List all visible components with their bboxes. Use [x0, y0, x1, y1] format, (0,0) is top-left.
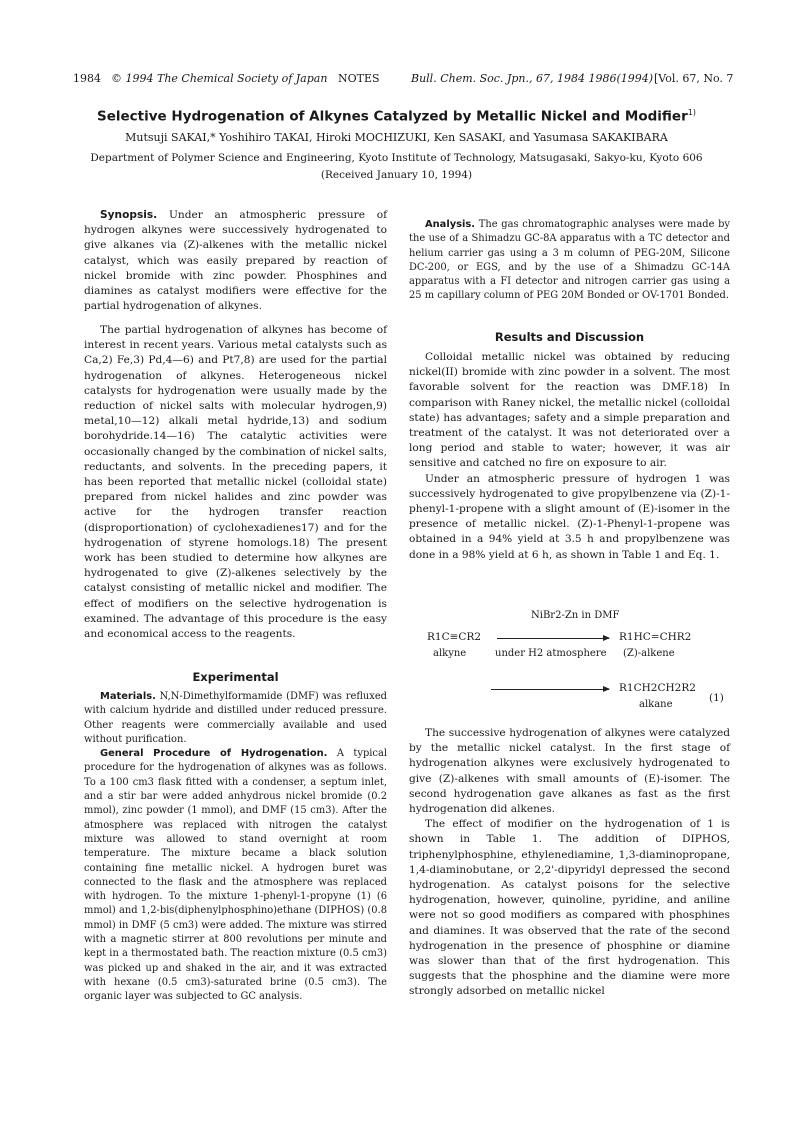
copyright-notice: © 1994 The Chemical Society of Japan	[111, 72, 328, 85]
affiliation-block	[60, 150, 733, 184]
page-number: 1984	[73, 72, 101, 85]
title-footnote-ref: 1)	[687, 108, 696, 117]
procedure-text: A typical procedure for the hydrogenation of alkynes was as follows. To a 100 cm3 flask fitted with a condenser, a septum inlet, and a stir bar were added anhydrous nickel bromide (0.2 mmol), zinc powder (1 mmol), and DMF (15 cm3). After the atmosphere was replaced with nitrogen the catalyst mixture was allowed to stand overnight at room temperature. The mixture became a black solution containing fine metallic nickel. A hydrogen buret was connected to the flask and the atmosphere was replaced with hydrogen. To the mixture 1-phenyl-1-propyne (1) (6 mmol) and 1,2-bis(diphenylphosphino)ethane (DIPHOS) (0.8 mmol) in DMF (5 cm3) were added. The mixture was stirred with a magnetic stirrer at 800 revolutions per minute and kept in a thermostated bath. The reaction mixture (0.5 cm3) was picked up and shaked in the air, and it was extracted with hexane (0.5 cm3)-saturated brine (0.5 cm3). The organic layer was subjected to GC analysis.	[84, 748, 387, 1003]
equation-1	[409, 606, 730, 716]
intro-paragraph: The partial hydrogenation of alkynes has become of interest in recent years. Various metal catalysts such as Ca,2) Fe,3) Pd,4—6) and Pt7,8) are used for the partial hydrogenation of alkynes. Heterogeneous nickel catalysts for hydrogenation were usually made by the reduction of nickel salts with molecular hydrogen,9) metal,10—12) alkali metal hydride,13) and sodium borohydride.14—16) The catalytic activities were occasionally changed by the combination of nickel salts, reductants, and solvents. In the preceding papers, it has been reported that metallic nickel (colloidal state) prepared from nickel halides and zinc powder was active for the hydrogen transfer reaction (disproportionation) of cyclohexadienes17) and for the hydrogenation of styrene homologs.18) The present work has been studied to determine how alkynes are hydrogenated to give (Z)-alkenes selectively by the catalyst consisting of metallic nickel and modifier. The effect of modifiers on the selective hydrogenation is examined. The advantage of this procedure is the easy and economical access to the reagents.	[84, 324, 387, 641]
author-list: Mutsuji SAKAI,* Yoshihiro TAKAI, Hiroki MOCHIZUKI, Ken SASAKI, and Yasumasa SAKAKIBARA	[125, 131, 668, 144]
equation-condition: under H2 atmosphere	[495, 648, 607, 659]
journal-citation: Bull. Chem. Soc. Jpn., 67, 1984 1986(1994)	[411, 72, 654, 85]
reaction-arrow-2	[491, 689, 609, 690]
synopsis-lead: Synopsis.	[100, 209, 158, 221]
reaction-arrow-1	[497, 638, 609, 639]
results-paragraph-1: Colloidal metallic nickel was obtained by reducing nickel(II) bromide with zinc powder in a solvent. The most favorable solvent for the reaction was DMF.18) In comparison with Raney nickel, the metallic nickel (colloidal state) has advantages; safety and a simple preparation and treatment of the catalyst. It was not deteriorated over a long period and stable to water; however, it was air sensitive and catched no fire on exposure to air.	[409, 351, 730, 470]
materials-text: N,N-Dimethylformamide (DMF) was refluxed with calcium hydride and distilled under reduced pressure. Other reagents were commercially available and used without purification.	[84, 691, 387, 745]
experimental-heading: Experimental	[192, 670, 279, 684]
results-part-1	[409, 350, 730, 563]
equation-product-label: alkane	[639, 699, 673, 710]
procedure-lead: General Procedure of Hydrogenation.	[100, 748, 328, 760]
affiliation: Department of Polymer Science and Engineering, Kyoto Institute of Technology, Matsugasaki, Sakyo-ku, Kyoto 606	[90, 152, 703, 164]
equation-number: (1)	[709, 692, 724, 704]
equation-reagent: NiBr2-Zn in DMF	[531, 610, 620, 621]
introduction	[84, 323, 387, 642]
results-paragraph-4: The effect of modifier on the hydrogenation of 1 is shown in Table 1. The addition of DIPHOS, triphenylphosphine, ethylenediamine, 1,3-diaminopropane, 1,4-diaminobutane, or 2,2'-dipyridyl depressed the second hydrogenation. As catalyst poisons for the selective hydrogenation, however, quinoline, pyridine, and aniline were not so good modifiers as compared with phosphines and diamines. It was observed that the rate of the second hydrogenation in the presence of phosphine or diamine was slower than that of the first hydrogenation. This suggests that the phosphine and the diamine were more strongly adsorbed on metallic nickel	[409, 818, 730, 998]
materials-lead: Materials.	[100, 691, 156, 702]
analysis-section	[409, 218, 730, 304]
results-part-2	[409, 726, 730, 1000]
equation-product: R1CH2CH2R2	[619, 682, 696, 694]
synopsis	[84, 208, 387, 314]
equation-reactant: R1C≡CR2	[427, 631, 482, 643]
equation-intermediate: R1HC=CHR2	[619, 631, 692, 643]
volume-label: [Vol. 67, No. 7	[654, 72, 734, 85]
analysis-text: The gas chromatographic analyses were made by the use of a Shimadzu GC-8A apparatus with a TC detector and helium carrier gas using a 3 m column of PEG-20M, Silicone DC-200, or EGS, and by the use of a Shimadzu GC-14A apparatus with a FI detector and nitrogen carrier gas using a 25 m capillary column of PEG 20M Bonded or OV-1701 Bonded.	[409, 219, 731, 302]
running-header	[73, 72, 734, 88]
equation-intermediate-label: (Z)-alkene	[623, 648, 675, 659]
received-date: (Received January 10, 1994)	[320, 169, 473, 181]
analysis-lead: Analysis.	[425, 219, 476, 230]
equation-reactant-label: alkyne	[433, 648, 467, 659]
experimental-section	[84, 690, 387, 1005]
results-heading: Results and Discussion	[494, 330, 645, 344]
article-title: Selective Hydrogenation of Alkynes Catalyzed by Metallic Nickel and Modifier$^{1)}$	[97, 108, 696, 125]
section-label: NOTES	[338, 72, 380, 85]
synopsis-text: Under an atmospheric pressure of hydrogen alkynes were successively hydrogenated to give alkanes via (Z)-alkenes with the metallic nickel catalyst, which was easily prepared by reaction of nickel bromide with zinc powder. Phosphines and diamines as catalyst modifiers were effective for the partial hydrogenation of alkynes.	[84, 209, 387, 313]
results-paragraph-2: Under an atmospheric pressure of hydrogen 1 was successively hydrogenated to give propylbenzene via (Z)-1-phenyl-1-propene with a slight amount of (E)-isomer in the presence of metallic nickel. (Z)-1-Phenyl-1-propene was obtained in a 94% yield at 3.5 h and propylbenzene was done in a 98% yield at 6 h, as shown in Table 1 and Eq. 1.	[409, 472, 730, 561]
results-paragraph-3: The successive hydrogenation of alkynes were catalyzed by the metallic nickel catalyst. In the first stage of hydrogenation alkynes were exclusively hydrogenated to give (Z)-alkenes with small amounts of (E)-isomer. The second hydrogenation gave alkanes as fast as the first hydrogenation did alkenes.	[409, 727, 730, 816]
